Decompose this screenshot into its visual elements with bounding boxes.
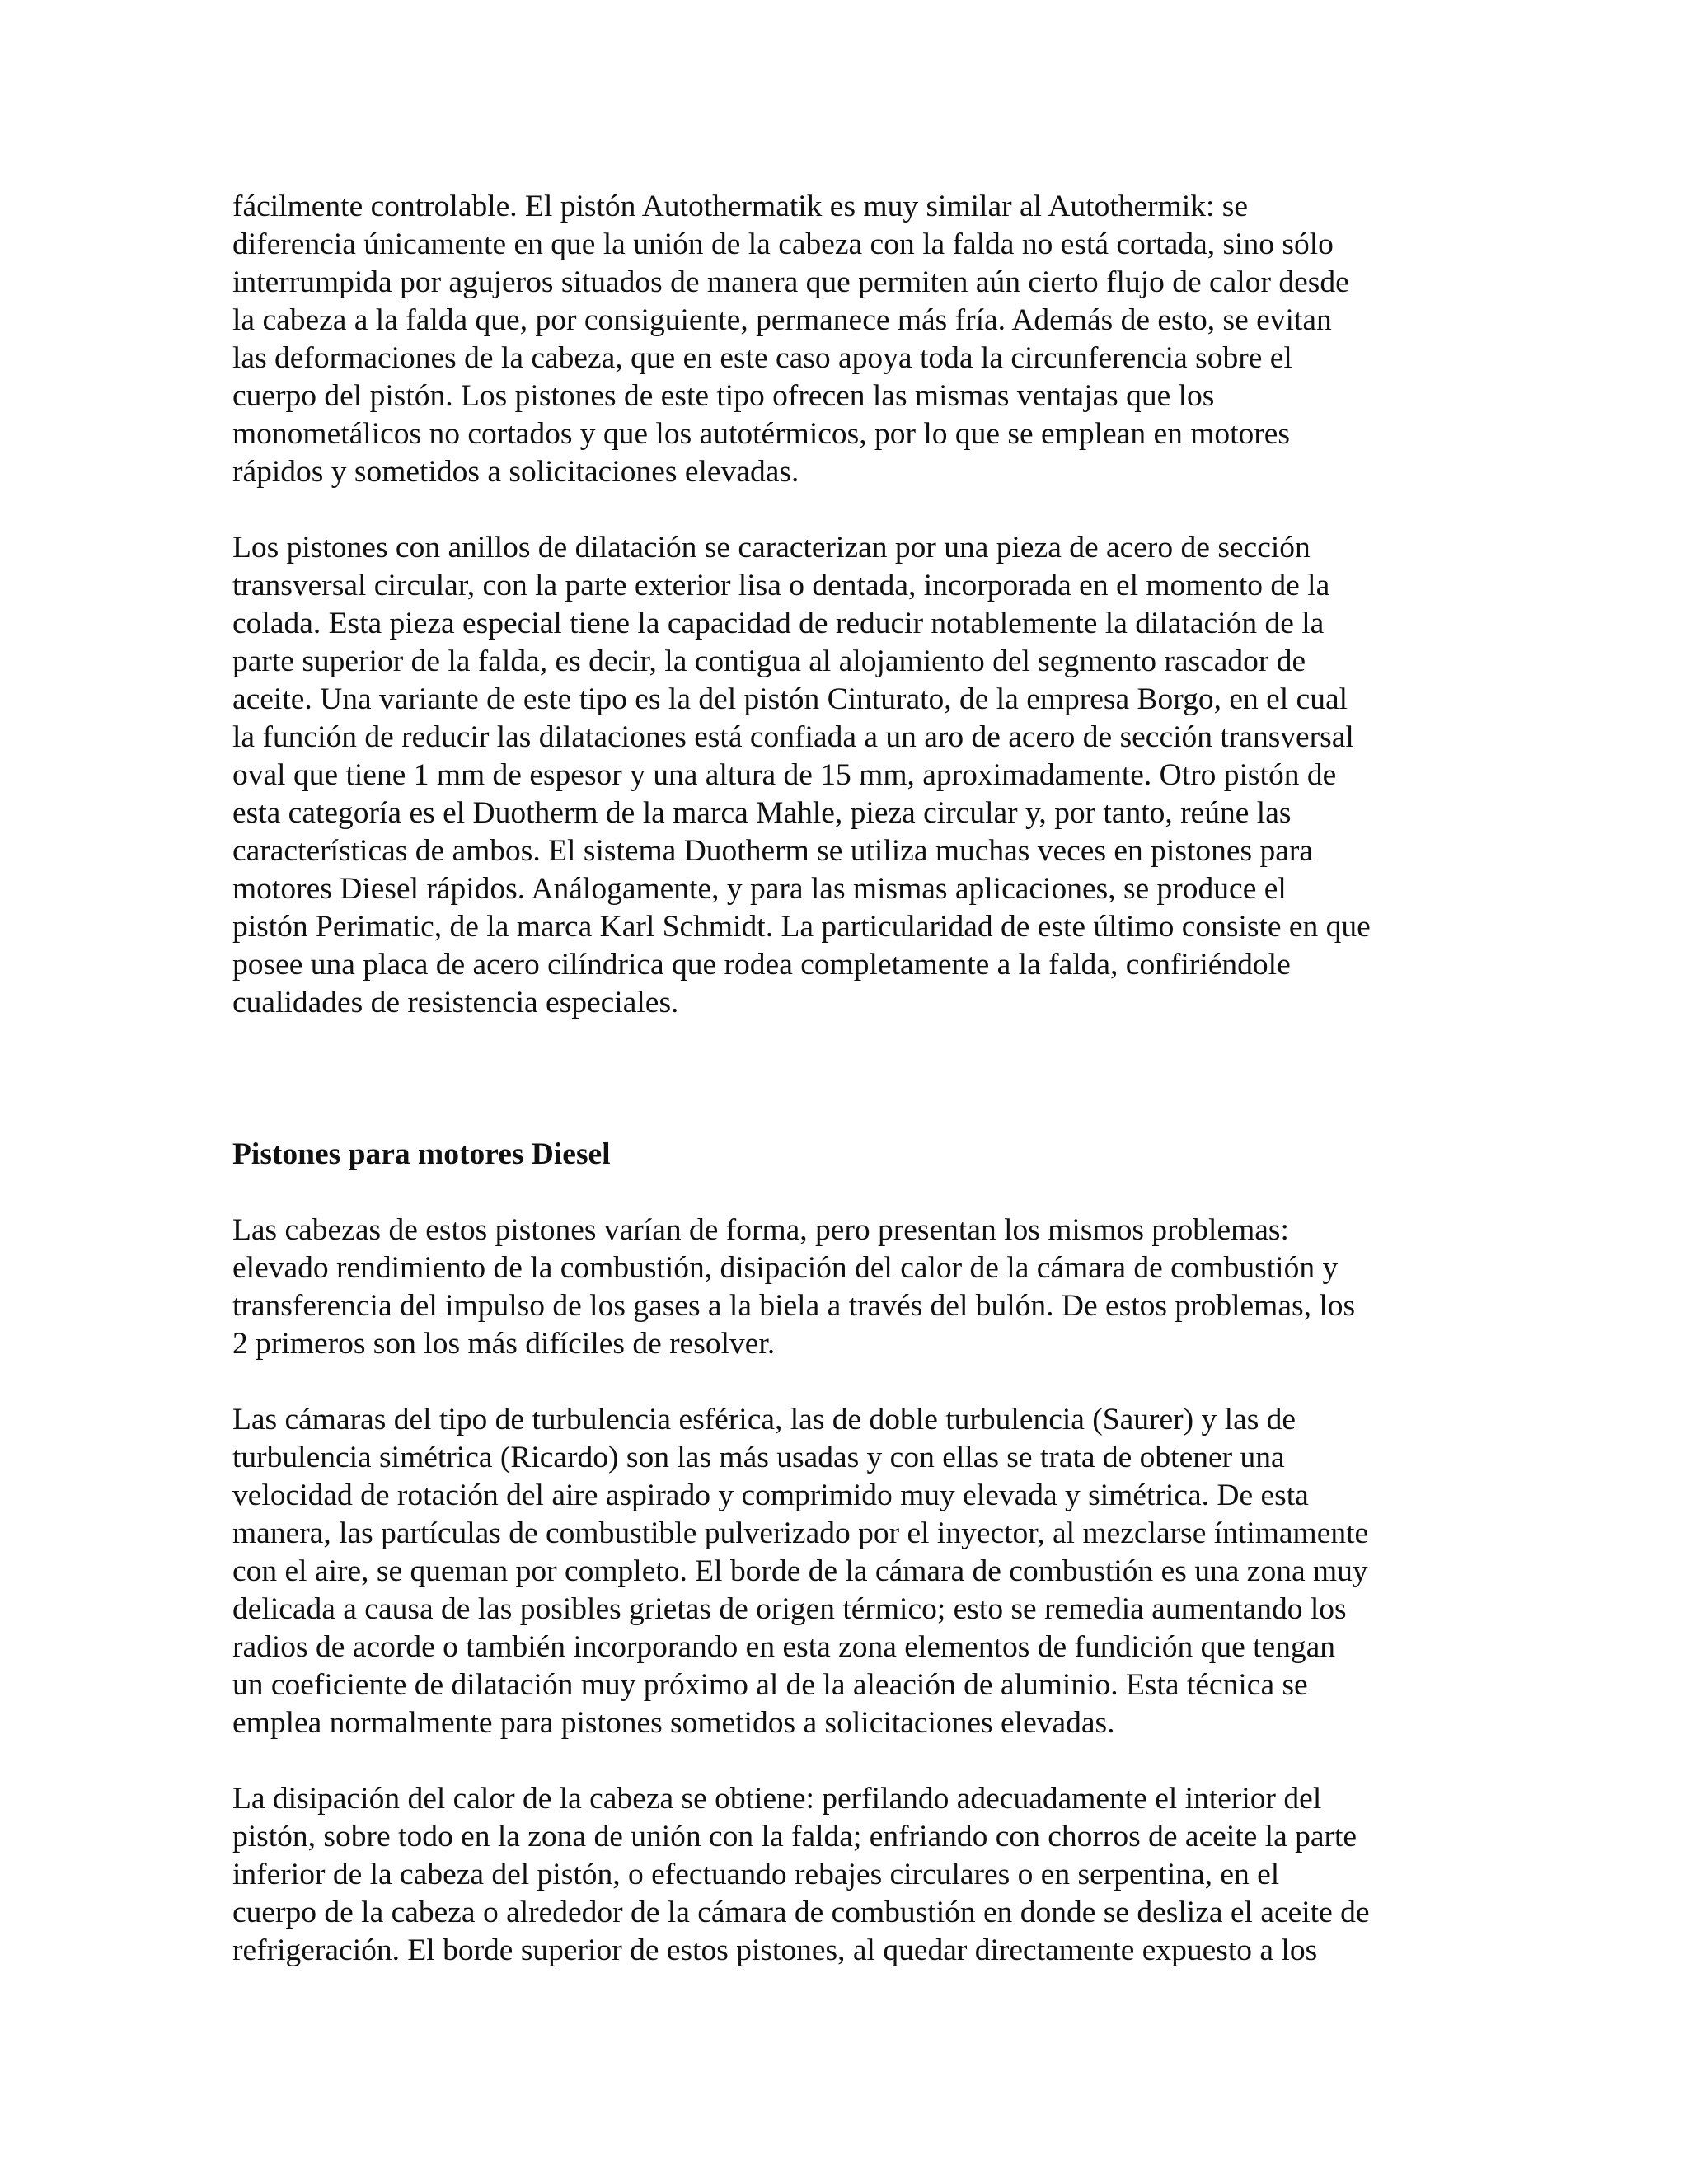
text-line: posee una placa de acero cilíndrica que rodea completamente a la falda, confiriéndole [232,948,1291,982]
section-spacer [232,1022,1469,1136]
paragraph-spacer [232,1363,1469,1401]
text-line: Los pistones con anillos de dilatación se caracterizan por una pieza de acero de sección [232,531,1311,565]
text-line: velocidad de rotación del aire aspirado y comprimido muy elevada y simétrica. De esta [232,1479,1309,1512]
text-line: cuerpo de la cabeza o alrededor de la cámara de combustión en donde se desliza el aceite de [232,1896,1370,1929]
text-line: 2 primeros son los más difíciles de resolver. [232,1327,776,1361]
text-line: emplea normalmente para pistones sometidos a solicitaciones elevadas. [232,1706,1115,1740]
text-line: rápidos y sometidos a solicitaciones elevadas. [232,455,799,489]
text-line: elevado rendimiento de la combustión, disipación del calor de la cámara de combustión y [232,1251,1339,1285]
text-line: la cabeza a la falda que, por consiguiente, permanece más fría. Además de esto, se evitan [232,303,1332,337]
paragraph-autothermatik [232,188,1469,491]
paragraph-spacer [232,491,1469,529]
section-heading-text: Pistones para motores Diesel [232,1137,611,1171]
text-line: esta categoría es el Duotherm de la marca Mahle, pieza circular y, por tanto, reúne las [232,796,1292,830]
text-line: diferencia únicamente en que la unión de la cabeza con la falda no está cortada, sino sólo [232,227,1334,261]
text-line: delicada a causa de las posibles grietas de origen térmico; esto se remedia aumentando los [232,1592,1347,1626]
section-heading [232,1136,1469,1174]
text-line: monometálicos no cortados y que los autotérmicos, por lo que se emplean en motores [232,417,1291,451]
text-line: transversal circular, con la parte exterior lisa o dentada, incorporada en el momento de la [232,569,1330,602]
text-line: pistón Perimatic, de la marca Karl Schmidt. La particularidad de este último consiste en que [232,910,1371,944]
paragraph-cabezas [232,1212,1469,1363]
text-line: La disipación del calor de la cabeza se obtiene: perfilando adecuadamente el interior del [232,1782,1322,1816]
paragraph-disipacion [232,1780,1469,1970]
text-column [232,188,1469,1970]
text-line: Las cámaras del tipo de turbulencia esférica, las de doble turbulencia (Saurer) y las de [232,1403,1296,1436]
paragraph-spacer [232,1742,1469,1780]
text-line: cuerpo del pistón. Los pistones de este tipo ofrecen las mismas ventajas que los [232,379,1215,413]
text-line: las deformaciones de la cabeza, que en este caso apoya toda la circunferencia sobre el [232,341,1292,375]
text-line: manera, las partículas de combustible pulverizado por el inyector, al mezclarse íntimamente [232,1516,1369,1550]
text-line: Las cabezas de estos pistones varían de forma, pero presentan los mismos problemas: [232,1213,1289,1247]
text-line: inferior de la cabeza del pistón, o efectuando rebajes circulares o en serpentina, en el [232,1858,1280,1891]
text-line: colada. Esta pieza especial tiene la capacidad de reducir notablemente la dilatación de la [232,607,1325,640]
text-line: cualidades de resistencia especiales. [232,986,679,1019]
paragraph-anillos-dilatacion [232,529,1469,1022]
text-line: parte superior de la falda, es decir, la contigua al alojamiento del segmento rascador de [232,644,1306,678]
text-line: un coeficiente de dilatación muy próximo al de la aleación de aluminio. Esta técnica se [232,1668,1308,1702]
text-line: características de ambos. El sistema Duotherm se utiliza muchas veces en pistones para [232,834,1313,868]
text-line: la función de reducir las dilataciones está confiada a un aro de acero de sección transversal [232,720,1354,754]
text-line: con el aire, se queman por completo. El borde de la cámara de combustión es una zona muy [232,1554,1368,1588]
text-line: transferencia del impulso de los gases a la biela a través del bulón. De estos problemas, los [232,1289,1356,1323]
text-line: radios de acorde o también incorporando en esta zona elementos de fundición que tengan [232,1630,1336,1664]
text-line: motores Diesel rápidos. Análogamente, y para las mismas aplicaciones, se produce el [232,872,1287,906]
paragraph-camaras [232,1401,1469,1742]
text-line: interrumpida por agujeros situados de manera que permiten aún cierto flujo de calor desde [232,265,1349,299]
text-line: pistón, sobre todo en la zona de unión con la falda; enfriando con chorros de aceite la parte [232,1820,1357,1854]
text-line: fácilmente controlable. El pistón Autothermatik es muy similar al Autothermik: se [232,190,1249,223]
text-line: refrigeración. El borde superior de estos pistones, al quedar directamente expuesto a los [232,1933,1318,1967]
text-line: oval que tiene 1 mm de espesor y una altura de 15 mm, aproximadamente. Otro pistón de [232,758,1337,792]
text-line: turbulencia simétrica (Ricardo) son las más usadas y con ellas se trata de obtener una [232,1441,1285,1474]
text-line: aceite. Una variante de este tipo es la del pistón Cinturato, de la empresa Borgo, en el cual [232,682,1348,716]
paragraph-spacer [232,1174,1469,1212]
